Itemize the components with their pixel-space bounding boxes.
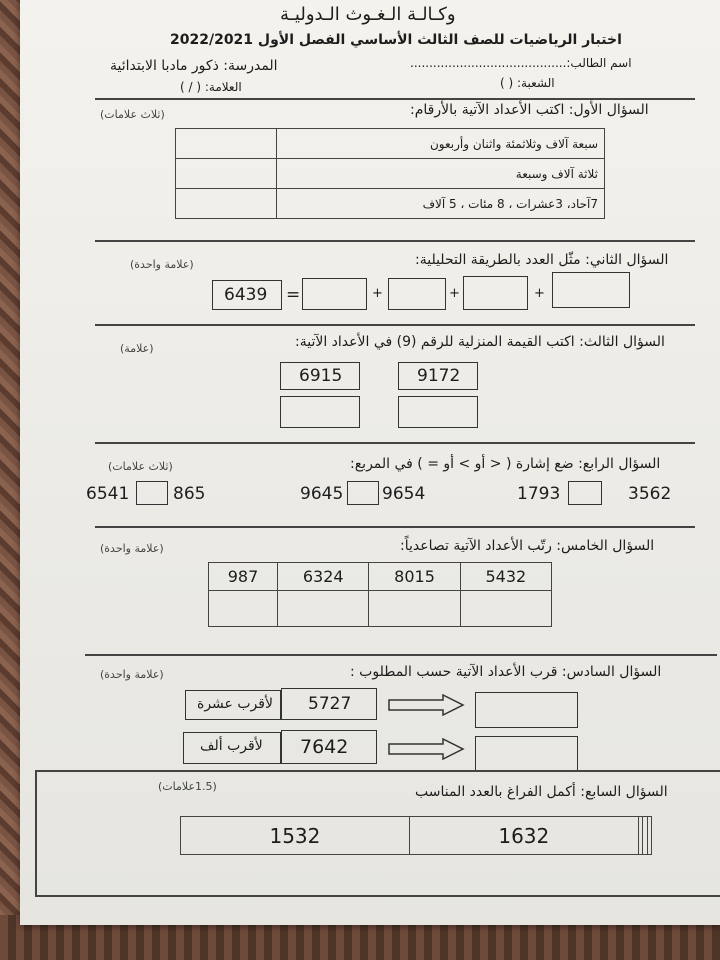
q1-item-3: 7آحاد، 3عشرات ، 8 مئات ، 5 آلاف [277, 189, 605, 219]
q5-answer-cell[interactable] [278, 591, 369, 627]
exam-title: اختبار الرياضيات للصف الثالث الأساسي الفصل الأول 2022/2021 [170, 32, 622, 48]
q6-title: السؤال السادس: قرب الأعداد الآتية حسب المطلوب : [350, 664, 662, 680]
q5-title: السؤال الخامس: رتّب الأعداد الآتية تصاعدياً: [400, 538, 655, 554]
q6-answer-box-1[interactable] [475, 692, 578, 728]
q7-cell-1: 1532 [181, 817, 410, 855]
q3-title: السؤال الثالث: اكتب القيمة المنزلية للرقم (9) في الأعداد الآتية: [295, 334, 665, 350]
q3-number-2: 6915 [299, 366, 343, 386]
q7-table [180, 816, 652, 855]
q4-pair3-left: 865 [173, 484, 206, 504]
student-name-label: اسم الطالب:......................................... [410, 56, 632, 70]
q6-answer-box-2[interactable] [475, 736, 578, 772]
q1-table [175, 128, 605, 219]
divider [85, 654, 717, 656]
q4-pair3-right: 6541 [86, 484, 130, 504]
q5-marks: (علامة واحدة) [100, 542, 164, 555]
q4-pair2-right: 9645 [300, 484, 344, 504]
frame-left [35, 770, 37, 896]
exam-paper [20, 0, 720, 925]
frame-bottom [35, 895, 720, 897]
q2-plus: + [534, 286, 545, 301]
q2-number: 6439 [224, 285, 268, 305]
q2-marks: (علامة واحدة) [130, 258, 194, 271]
agency-title: وكـالـة الـغـوث الـدوليـة [280, 4, 456, 25]
q4-pair1-right: 1793 [517, 484, 561, 504]
q6-label-1: لأقرب عشرة [197, 696, 273, 712]
q7-blank-cell[interactable] [647, 817, 651, 855]
q5-number-4: 987 [209, 563, 278, 591]
q4-compare-box-1[interactable] [568, 481, 602, 505]
q5-answer-cell[interactable] [209, 591, 278, 627]
q5-table [208, 562, 552, 627]
q4-compare-box-2[interactable] [347, 481, 379, 505]
divider [95, 324, 695, 326]
q4-compare-box-3[interactable] [136, 481, 168, 505]
q4-pair2-left: 9654 [382, 484, 426, 504]
q2-title: السؤال الثاني: مثّل العدد بالطريقة التحليلية: [415, 252, 669, 268]
q2-answer-box-4[interactable] [552, 272, 630, 308]
q2-answer-box-2[interactable] [388, 278, 446, 310]
section-label: الشعبة: ( ) [500, 76, 555, 90]
q1-marks: (ثلاث علامات) [100, 108, 165, 121]
q1-item-1: سبعة آلاف وثلاثمئة واثنان وأربعون [277, 129, 605, 159]
q1-answer-2[interactable] [176, 159, 277, 189]
q1-title: السؤال الأول: اكتب الأعداد الآتية بالأرقام: [410, 102, 649, 118]
q4-pair1-left: 3562 [628, 484, 672, 504]
q5-number-2: 8015 [369, 563, 460, 591]
divider [95, 240, 695, 242]
q7-title: السؤال السابع: أكمل الفراغ بالعدد المناسب [415, 784, 668, 800]
q6-marks: (علامة واحدة) [100, 668, 164, 681]
q3-answer-box-2[interactable] [280, 396, 360, 428]
arrow-right-icon [387, 738, 467, 760]
q2-plus: + [372, 286, 383, 301]
q5-answer-cell[interactable] [369, 591, 460, 627]
q4-marks: (ثلاث علامات) [108, 460, 173, 473]
grade-label: العلامة: ( / ) [180, 80, 242, 94]
q2-plus: + [449, 286, 460, 301]
q2-answer-box-3[interactable] [463, 276, 528, 310]
q6-label-2: لأقرب ألف [200, 738, 263, 754]
q2-equals: = [286, 285, 301, 305]
q1-answer-1[interactable] [176, 129, 277, 159]
q3-answer-box-1[interactable] [398, 396, 478, 428]
q7-cell-2: 1632 [409, 817, 638, 855]
divider [35, 770, 720, 772]
divider [95, 526, 695, 528]
q6-number-2: 7642 [300, 736, 349, 758]
q4-title: السؤال الرابع: ضع إشارة ( < أو > أو = ) في المربع: [350, 456, 661, 472]
q3-number-1: 9172 [417, 366, 461, 386]
divider [95, 98, 695, 100]
divider [95, 442, 695, 444]
q3-marks: (علامة) [120, 342, 154, 355]
q1-item-2: ثلاثة آلاف وسبعة [277, 159, 605, 189]
school-label: المدرسة: ذكور مادبا الابتدائية [110, 58, 278, 74]
q2-answer-box-1[interactable] [302, 278, 367, 310]
q5-number-3: 6324 [278, 563, 369, 591]
q5-answer-cell[interactable] [460, 591, 551, 627]
arrow-right-icon [387, 694, 467, 716]
q6-number-1: 5727 [308, 694, 352, 714]
q1-answer-3[interactable] [176, 189, 277, 219]
q5-number-1: 5432 [460, 563, 551, 591]
q7-marks: (1.5علامات) [158, 780, 217, 793]
